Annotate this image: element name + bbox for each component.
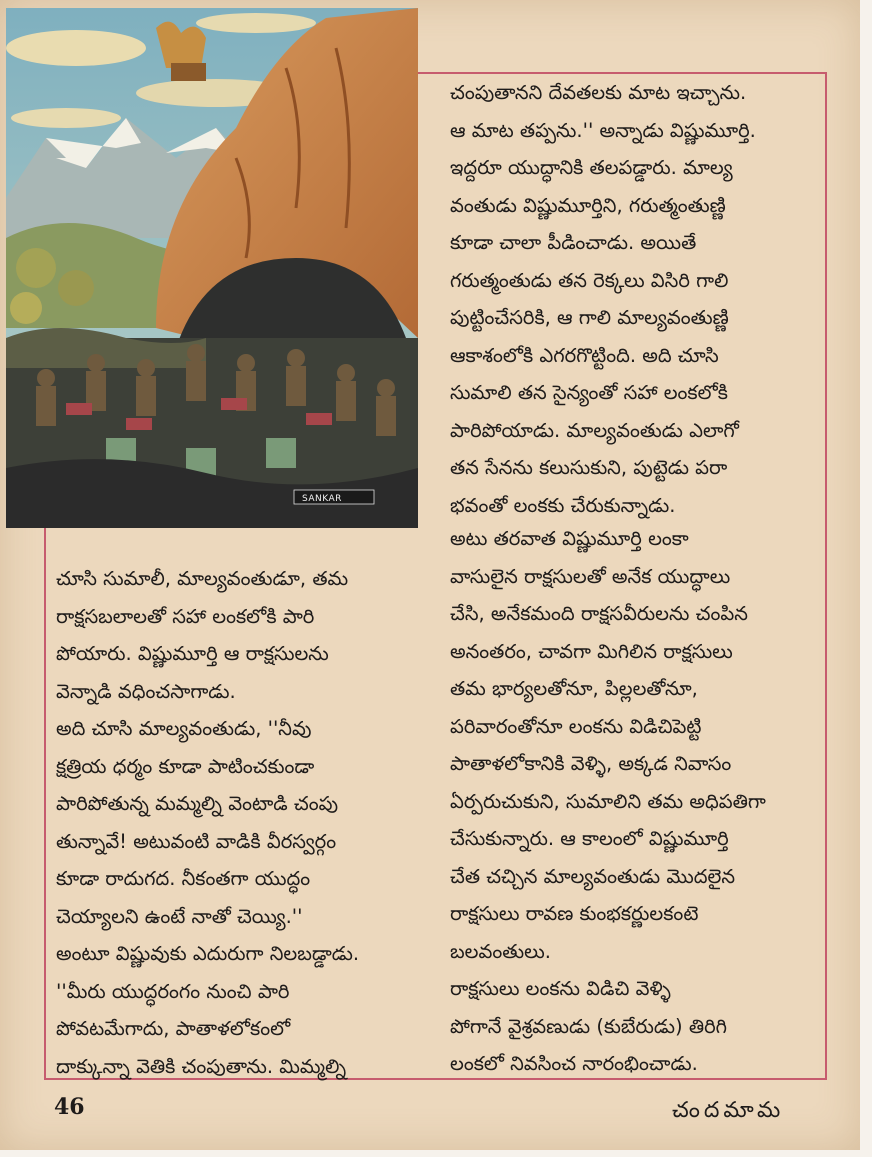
text-line: చేత చచ్చిన మాల్యవంతుడు మొదలైన [450,864,736,888]
text-line: ఇద్దరూ యుద్ధానికి తలపడ్డారు. మాల్య [450,156,733,179]
text-line: కూడా రాదుగద. నీకంతగా యుద్ధం [56,867,311,890]
text-line: అనంతరం, చావగా మిగిలిన రాక్షసులు [450,639,733,663]
text-line: వెన్నాడి వధించసాగాడు. [56,679,236,703]
text-line: క్షత్రియ ధర్మం కూడా పాటించకుండా [56,754,315,778]
text-column-right-bottom [450,520,818,1083]
text-line: అది చూసి మాల్యవంతుడు, ''నీవు [56,717,312,740]
text-line: ''మీరు యుద్ధరంగం నుంచి పారి [56,979,290,1003]
text-line: పరివారంతోనూ లంకను విడిచిపెట్టి [450,714,702,738]
text-line: పాతాళలోకానికి వెళ్ళి, అక్కడ నివాసం [450,752,732,775]
text-line: పోయారు. విష్ణుమూర్తి ఆ రాక్షసులను [56,642,329,665]
text-line: గరుత్మంతుడు తన రెక్కలు విసిరి గాలి [450,268,729,292]
text-line: పోగానే వైశ్రవణుడు (కుబేరుడు) తిరిగి [450,1014,728,1038]
text-line: చెయ్యాలని ఉంటే నాతో చెయ్యి.'' [56,904,303,928]
page-number: 46 [54,1094,85,1120]
text-line: రాక్షసబలాలతో సహా లంకలోకి పారి [56,604,315,628]
text-line: అంటూ విష్ణువుకు ఎదురుగా నిలబడ్డాడు. [56,942,360,965]
story-illustration [6,8,418,528]
text-line: ఆకాశంలోకి ఎగరగొట్టింది. అది చూసి [450,343,719,367]
text-line: రాక్షసులు లంకను విడిచి వెళ్ళి [450,977,671,1000]
text-line: చూసి సుమాలీ, మాల్యవంతుడూ, తమ [56,567,349,590]
magazine-name: చందమామ [672,1098,785,1123]
text-line: వంతుడు విష్ణుమూర్తిని, గరుత్మంతుణ్ణి [450,193,726,217]
text-line: ఆ మాట తప్పను.'' అన్నాడు విష్ణుమూర్తి. [450,118,756,142]
text-line: పోవటమేగాదు, పాతాళలోకంలో [56,1017,291,1040]
artist-signature: SANKAR [302,494,342,504]
text-line: దాక్కున్నా వెతికి చంపుతాను. మిమ్మల్ని [56,1054,347,1078]
text-line: భవంతో లంకకు చేరుకున్నాడు. [450,493,676,517]
text-line: అటు తరవాత విష్ణుమూర్తి లంకా [450,527,689,550]
text-line: వాసులైన రాక్షసులతో అనేక యుద్ధాలు [450,564,731,588]
text-line: సుమాలి తన సైన్యంతో సహా లంకలోకి [450,381,728,404]
text-line: లంకలో నివసించ నారంభించాడు. [450,1052,698,1075]
text-line: తమ భార్యలతోనూ, పిల్లలతోనూ, [450,677,698,700]
text-line: తన సేనను కలుసుకుని, పుట్టెడు పరా [450,456,728,479]
text-line: పారిపోతున్న మమ్మల్ని వెంటాడి చంపు [56,792,339,815]
text-line: రాక్షసులు రావణ కుంభకర్ణులకంటె [450,902,699,925]
text-line: బలవంతులు. [450,939,551,963]
text-line: చంపుతానని దేవతలకు మాట ఇచ్చాను. [450,81,747,104]
text-line: ఏర్పరుచుకుని, సుమాలిని తమ అధిపతిగా [450,789,766,813]
text-line: చేసి, అనేకమంది రాక్షసవీరులను చంపిన [450,602,748,625]
text-column-left [56,560,426,1085]
illustration-artwork [6,8,418,528]
text-line: తున్నావే! అటువంటి వాడికి వీరస్వర్గం [56,829,337,853]
text-line: పుట్టించేసరికి, ఆ గాలి మాల్యవంతుణ్ణి [450,306,729,329]
text-line: కూడా చాలా పీడించాడు. అయితే [450,231,697,254]
text-line: పారిపోయాడు. మాల్యవంతుడు ఎలాగో [450,418,739,442]
text-line: చేసుకున్నారు. ఆ కాలంలో విష్ణుమూర్తి [450,827,729,850]
text-column-right-top [450,74,818,524]
